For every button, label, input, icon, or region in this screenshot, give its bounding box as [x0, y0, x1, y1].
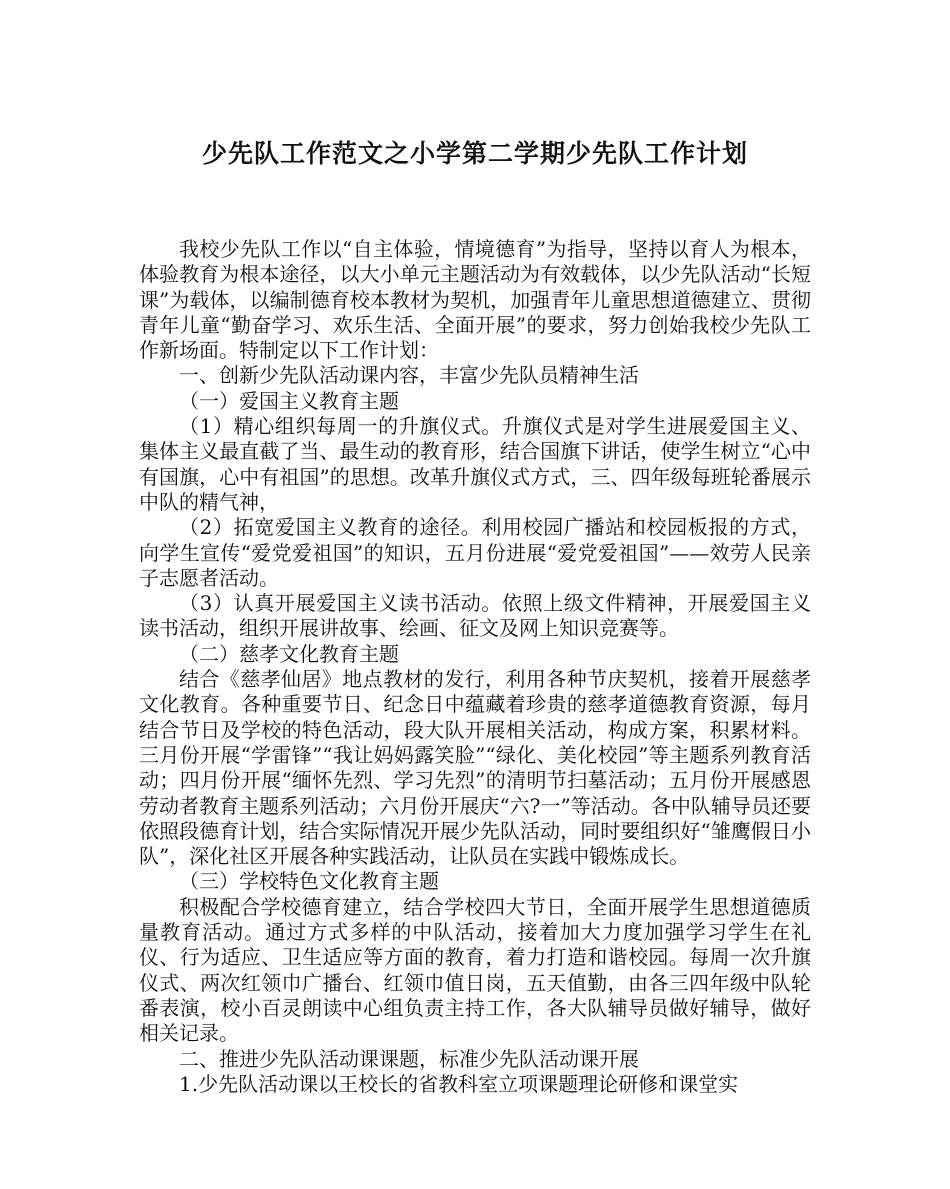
subsection-heading-filial-piety: （二）慈孝文化教育主题 — [179, 641, 399, 666]
patriotism-item-3: （3）认真开展爱国主义读书活动。依照上级文件精神，开展爱国主义读书活动，组织开展讲故事、绘画、征文及网上知识竞赛等。 — [139, 591, 811, 641]
subsection-heading-patriotism: （一）爱国主义教育主题 — [179, 388, 399, 413]
section-heading-1: 一、创新少先队活动课内容，丰富少先队员精神生活 — [179, 363, 639, 388]
patriotism-item-1: （1）精心组织每周一的升旗仪式。升旗仪式是对学生进展爱国主义、集体主义最直截了当、最生动的教育形，结合国旗下讲话，使学生树立“心中有国旗，心中有祖国”的思想。改革升旗仪式方式，三、四年级每班轮番展示中队的精气神， — [139, 414, 811, 514]
section-heading-2: 二、推进少先队活动课课题，标准少先队活动课开展 — [179, 1046, 639, 1071]
patriotism-item-2: （2）拓宽爱国主义教育的途径。利用校园广播站和校园板报的方式，向学生宣传“爱党爱祖国”的知识，五月份进展“爱党爱祖国”——效劳人民亲子志愿者活动。 — [139, 515, 811, 590]
intro-paragraph: 我校少先队工作以“自主体验，情境德育”为指导，坚持以育人为根本，体验教育为根本途径，以大小单元主题活动为有效载体，以少先队活动“长短课”为载体，以编制德育校本教材为契机，加强青年儿童思想道德建立、贯彻青年儿童“勤奋学习、欢乐生活、全面开展”的要求，努力创始我校少先队工作新场面。特制定以下工作计划： — [139, 237, 811, 363]
subsection-heading-school-culture: （三）学校特色文化教育主题 — [179, 869, 439, 894]
document-title: 少先队工作范文之小学第二学期少先队工作计划 — [201, 139, 748, 168]
school-culture-paragraph: 积极配合学校德育建立，结合学校四大节日，全面开展学生思想道德质量教育活动。通过方式多样的中队活动，接着加大力度加强学习学生在礼仪、行为适应、卫生适应等方面的教育，着力打造和谐校园。每周一次升旗仪式、两次红领巾广播台、红领巾值日岗，五天值勤，由各三四年级中队轮番表演，校小百灵朗读中心组负责主持工作，各大队辅导员做好辅导，做好相关记录。 — [139, 894, 811, 1046]
filial-piety-paragraph: 结合《慈孝仙居》地点教材的发行，利用各种节庆契机，接着开展慈孝文化教育。各种重要节日、纪念日中蕴藏着珍贵的慈孝道德教育资源，每月结合节日及学校的特色活动，段大队开展相关活动，构成方案，积累材料。三月份开展“学雷锋”“我让妈妈露笑脸”“绿化、美化校园”等主题系列教育活动；四月份开展“缅怀先烈、学习先烈”的清明节扫墓活动；五月份开展感恩劳动者教育主题系列活动；六月份开展庆“六?一”等活动。各中队辅导员还要依照段德育计划，结合实际情况开展少先队活动，同时要组织好“雏鹰假日小队”，深化社区开展各种实践活动，让队员在实践中锻炼成长。 — [139, 667, 811, 869]
document-body — [139, 237, 811, 1097]
section-2-item-1: 1.少先队活动课以王校长的省教科室立项课题理论研修和课堂实 — [179, 1071, 739, 1096]
